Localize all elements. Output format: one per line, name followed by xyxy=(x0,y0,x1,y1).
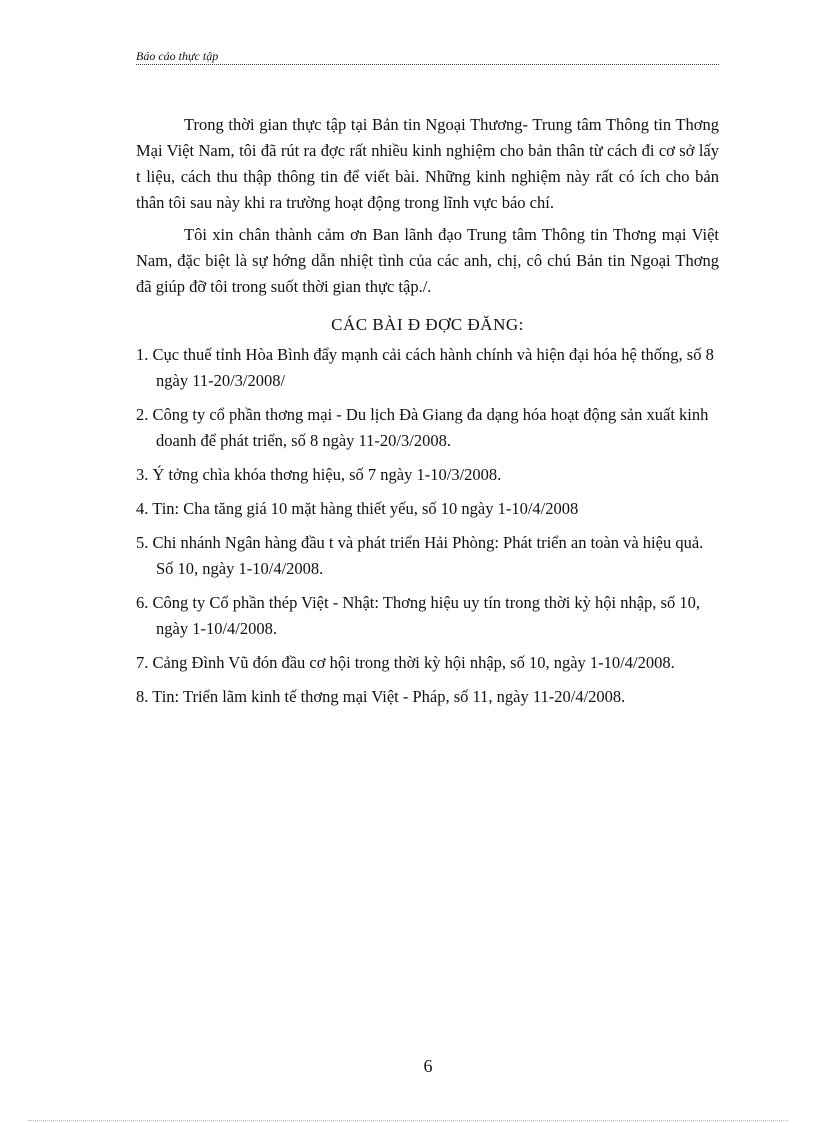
list-item: 5. Chi nhánh Ngân hàng đầu t và phát triển Hải Phòng: Phát triển an toàn và hiệu quả. Số 10, ngày 1-10/4/2008. xyxy=(136,533,704,578)
list-item: 4. Tin: Cha tăng giá 10 mặt hàng thiết yếu, số 10 ngày 1-10/4/2008 xyxy=(136,499,579,518)
article-list xyxy=(136,342,719,710)
paragraph-thanks: Tôi xin chân thành cảm ơn Ban lãnh đạo Trung tâm Thông tin Thơng mại Việt Nam, đặc biệt là sự hớng dẫn nhiệt tình của các anh, chị, cô chú Bản tin Ngoại Thơng đã giúp đỡ tôi trong suốt thời gian thực tập./. xyxy=(136,225,719,296)
list-item: 2. Công ty cổ phần thơng mại - Du lịch Đà Giang đa dạng hóa hoạt động sản xuất kinh doanh để phát triển, số 8 ngày 11-20/3/2008. xyxy=(136,405,709,450)
paragraph-experience: Trong thời gian thực tập tại Bản tin Ngoại Thương- Trung tâm Thông tin Thơng Mại Việt Nam, tôi đã rút ra đợc rất nhiều kinh nghiệm cho bản thân từ cách đi cơ sở lấy t liệu, cách thu thập thông tin để viết bài. Những kinh nghiệm này rất có ích cho bản thân tôi sau này khi ra trường hoạt động trong lĩnh vực báo chí. xyxy=(136,115,719,212)
header-title: Báo cáo thực tập xyxy=(136,49,219,63)
list-item: 3. Ý tởng chìa khóa thơng hiệu, số 7 ngày 1-10/3/2008. xyxy=(136,465,502,484)
list-item: 6. Công ty Cổ phần thép Việt - Nhật: Thơng hiệu uy tín trong thời kỳ hội nhập, số 10, ngày 1-10/4/2008. xyxy=(136,593,700,638)
list-item: 8. Tin: Triển lãm kinh tế thơng mại Việt - Pháp, số 11, ngày 11-20/4/2008. xyxy=(136,687,626,706)
page-number: 6 xyxy=(423,1056,433,1076)
list-item: 1. Cục thuế tỉnh Hòa Bình đẩy mạnh cải cách hành chính và hiện đại hóa hệ thống, số 8 ngày 11-20/3/2008/ xyxy=(136,345,714,390)
page-header xyxy=(136,49,719,65)
section-heading: CÁC BÀI Đ ĐỢC ĐĂNG: xyxy=(331,315,524,334)
document-body xyxy=(136,112,719,718)
footer-divider xyxy=(28,1120,788,1121)
list-item: 7. Cảng Đình Vũ đón đầu cơ hội trong thời kỳ hội nhập, số 10, ngày 1-10/4/2008. xyxy=(136,653,675,672)
